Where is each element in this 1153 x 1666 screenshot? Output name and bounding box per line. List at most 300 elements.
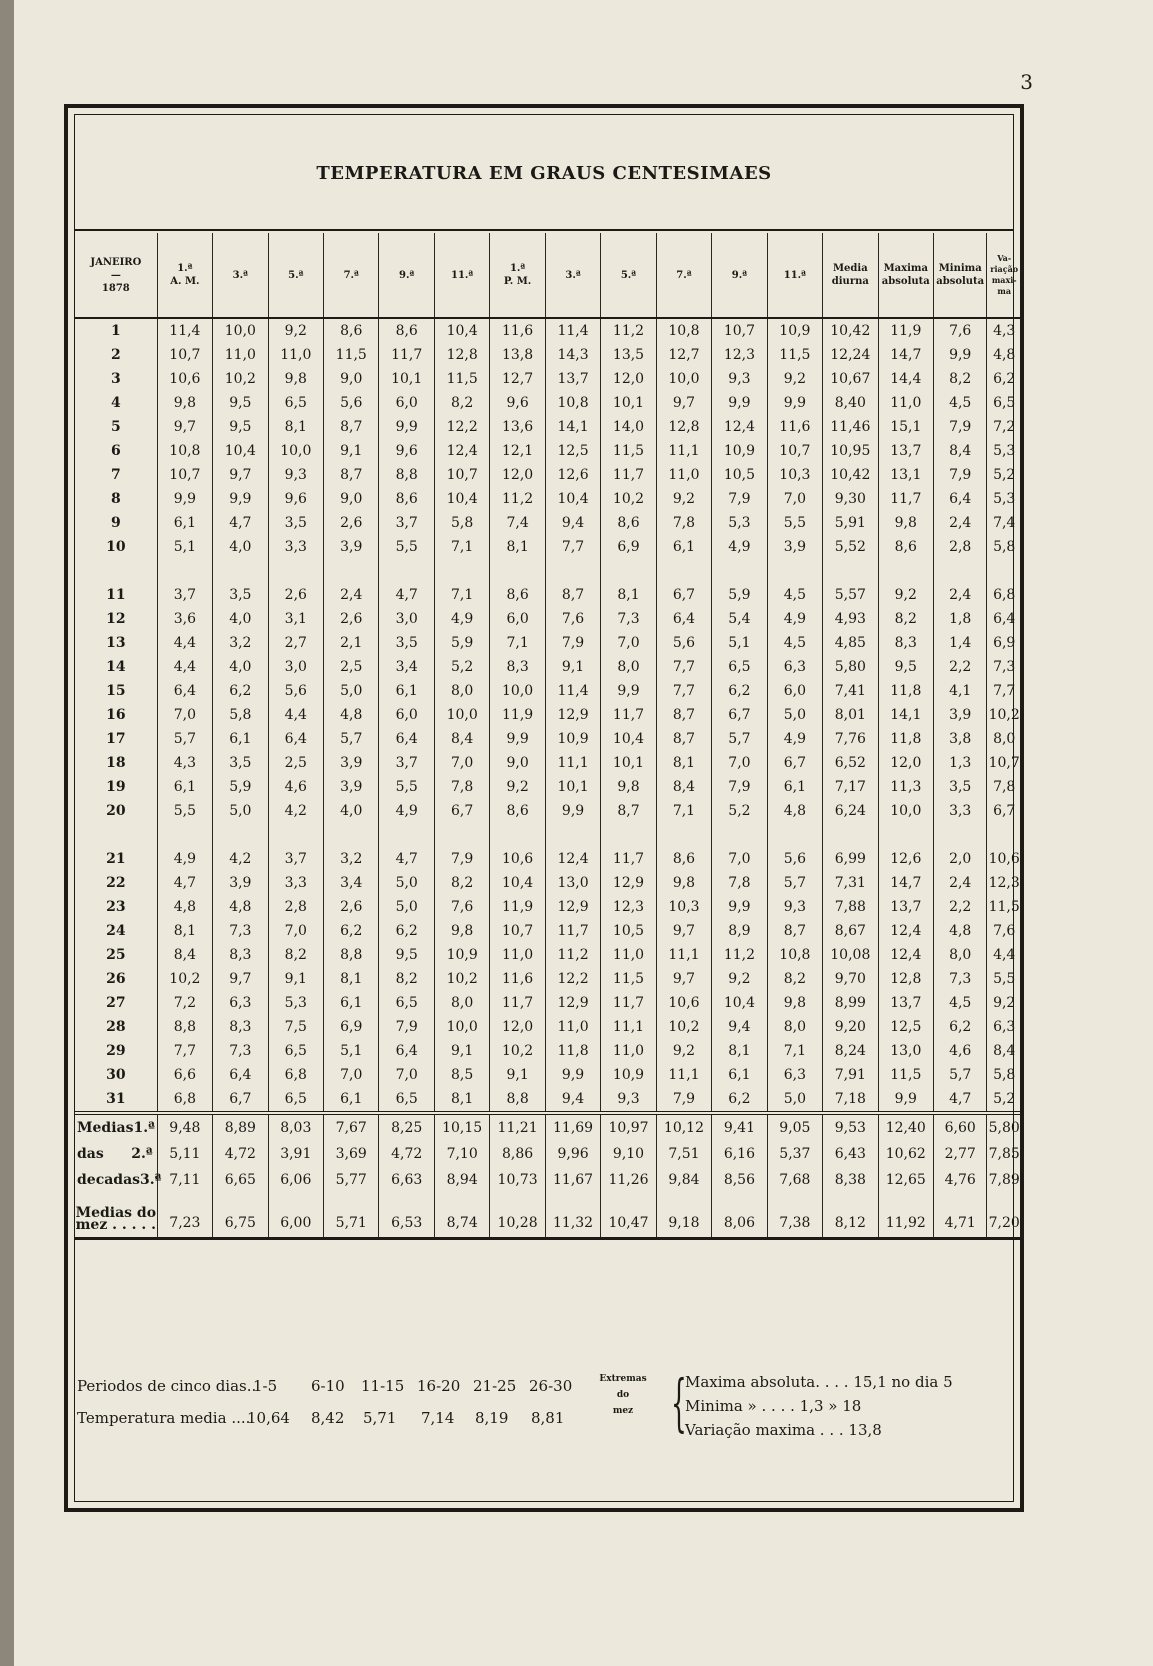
month-mean-cell: 7,20 — [987, 1193, 1021, 1239]
temperature-cell: 13,0 — [878, 1039, 933, 1063]
temperature-cell: 10,7 — [157, 343, 212, 367]
temperature-cell: 3,9 — [324, 751, 379, 775]
extremas-line: Extremas — [599, 1374, 647, 1384]
min-absolute-line: Minima » . . . . 1,3 » 18 — [685, 1397, 862, 1415]
temperature-cell: 6,5 — [379, 1087, 434, 1113]
temperature-cell: 9,6 — [268, 487, 323, 511]
empty-cell — [656, 559, 711, 583]
temperature-cell: 8,1 — [656, 751, 711, 775]
temperature-cell: 11,9 — [878, 318, 933, 343]
decad-mean-cell: 6,43 — [823, 1141, 878, 1167]
temperature-cell: 4,6 — [268, 775, 323, 799]
table-row — [75, 703, 1021, 727]
temperature-cell: 6,0 — [379, 703, 434, 727]
temperature-cell: 2,0 — [934, 847, 987, 871]
temperature-cell: 12,8 — [434, 343, 489, 367]
table-row — [75, 631, 1021, 655]
temperature-cell: 8,8 — [490, 1087, 545, 1113]
temperature-cell: 8,7 — [601, 799, 656, 823]
temperature-cell: 7,3 — [987, 655, 1021, 679]
temperature-cell: 9,30 — [823, 487, 878, 511]
month-mean-cell: 8,74 — [434, 1193, 489, 1239]
decad-mean-cell: 9,84 — [656, 1167, 711, 1193]
temperature-cell: 9,8 — [767, 991, 822, 1015]
decad-mean-cell: 11,69 — [545, 1113, 600, 1141]
temperature-cell: 5,5 — [379, 535, 434, 559]
temperature-cell: 12,3 — [987, 871, 1021, 895]
temperature-cell: 4,5 — [934, 991, 987, 1015]
temperature-cell: 11,1 — [601, 1015, 656, 1039]
temperature-cell: 4,85 — [823, 631, 878, 655]
temperature-cell: 6,3 — [987, 1015, 1021, 1039]
temperature-cell: 10,0 — [490, 679, 545, 703]
decad-mean-cell: 3,91 — [268, 1141, 323, 1167]
temperature-cell: 10,0 — [434, 703, 489, 727]
empty-cell — [934, 823, 987, 847]
temperature-cell: 5,57 — [823, 583, 878, 607]
temperature-cell: 9,2 — [712, 967, 767, 991]
temperature-cell: 4,3 — [987, 318, 1021, 343]
temp-cell: 10,64 — [247, 1409, 290, 1427]
temperature-cell: 10,2 — [157, 967, 212, 991]
temperature-cell: 8,6 — [656, 847, 711, 871]
temperature-cell: 5,0 — [379, 871, 434, 895]
temperature-cell: 9,9 — [545, 799, 600, 823]
month-mean-cell: 8,12 — [823, 1193, 878, 1239]
temperature-cell: 11,1 — [656, 943, 711, 967]
inner-frame — [74, 114, 1020, 1502]
temperature-cell: 6,9 — [601, 535, 656, 559]
footer-summary — [75, 1343, 1021, 1493]
temperature-cell: 10,9 — [545, 727, 600, 751]
hour-header-1pm — [490, 233, 545, 318]
temperature-cell: 8,4 — [656, 775, 711, 799]
temperature-cell: 12,4 — [434, 439, 489, 463]
temperature-cell: 9,1 — [490, 1063, 545, 1087]
temperature-cell: 10,4 — [434, 318, 489, 343]
temperature-cell: 3,8 — [934, 727, 987, 751]
temperature-cell: 11,0 — [268, 343, 323, 367]
extremas-label — [587, 1371, 659, 1419]
temperature-cell: 5,9 — [434, 631, 489, 655]
day-number: 27 — [106, 995, 126, 1011]
decad-mean-row — [75, 1141, 1021, 1167]
temperature-cell: 11,0 — [213, 343, 268, 367]
day-number: 31 — [106, 1091, 126, 1107]
temperature-cell: 5,5 — [379, 775, 434, 799]
decad-rows — [75, 1113, 1021, 1193]
month-label-line: mez . . . . . — [75, 1217, 157, 1233]
temperature-cell: 8,24 — [823, 1039, 878, 1063]
temperature-cell: 6,9 — [987, 631, 1021, 655]
decad-mean-cell: 3,69 — [324, 1141, 379, 1167]
temperature-cell: 7,7 — [987, 679, 1021, 703]
temperature-cell: 10,2 — [987, 703, 1021, 727]
table-header-row — [75, 233, 1021, 318]
temperature-cell: 4,5 — [934, 391, 987, 415]
temperature-cell: 9,6 — [379, 439, 434, 463]
temperature-cell: 9,3 — [712, 367, 767, 391]
temperature-cell: 4,9 — [157, 847, 212, 871]
temperature-cell: 9,9 — [379, 415, 434, 439]
table-row — [75, 1063, 1021, 1087]
temperature-cell: 8,4 — [157, 943, 212, 967]
period-cell: 26-30 — [529, 1377, 573, 1395]
temperature-cell: 7,7 — [157, 1039, 212, 1063]
temperature-cell: 12,9 — [545, 895, 600, 919]
temperature-cell: 8,7 — [545, 583, 600, 607]
temperature-cell: 11,0 — [490, 943, 545, 967]
temperature-cell: 11,8 — [545, 1039, 600, 1063]
variacao-maxima-header — [987, 233, 1021, 318]
temperature-cell: 9,7 — [656, 919, 711, 943]
temperature-cell: 9,9 — [712, 391, 767, 415]
temperature-cell: 11,6 — [490, 318, 545, 343]
temperature-cell: 2,6 — [324, 511, 379, 535]
page-title: TEMPERATURA EM GRAUS CENTESIMAES — [316, 163, 772, 184]
temperature-cell: 7,0 — [601, 631, 656, 655]
temperature-cell: 7,0 — [157, 703, 212, 727]
temperature-cell: 12,0 — [490, 1015, 545, 1039]
temperature-cell: 6,1 — [324, 991, 379, 1015]
decad-mean-cell: 11,67 — [545, 1167, 600, 1193]
day-number: 5 — [110, 419, 121, 435]
temperature-cell: 10,4 — [490, 871, 545, 895]
temperature-cell: 11,0 — [656, 463, 711, 487]
temperature-cell: 7,8 — [712, 871, 767, 895]
temperature-cell: 9,9 — [157, 487, 212, 511]
temperature-cell: 9,1 — [545, 655, 600, 679]
temperature-cell: 7,9 — [656, 1087, 711, 1113]
empty-cell — [545, 823, 600, 847]
temperature-cell: 8,1 — [490, 535, 545, 559]
temperature-cell: 12,4 — [545, 847, 600, 871]
temperature-cell: 2,5 — [324, 655, 379, 679]
month-label: JANEIRO — [90, 256, 142, 268]
decad-mean-cell: 5,80 — [987, 1113, 1021, 1141]
temperature-cell: 10,0 — [268, 439, 323, 463]
temperature-cell: 11,6 — [767, 415, 822, 439]
title-divider — [75, 229, 1013, 231]
temperature-cell: 5,1 — [712, 631, 767, 655]
temperature-cell: 7,7 — [656, 655, 711, 679]
decad-mark: 2.ª — [131, 1146, 153, 1162]
temperature-cell: 5,0 — [767, 1087, 822, 1113]
empty-cell — [434, 823, 489, 847]
temperature-cell: 9,8 — [434, 919, 489, 943]
temperature-cell: 5,1 — [157, 535, 212, 559]
empty-cell — [213, 823, 268, 847]
temperature-cell: 8,1 — [712, 1039, 767, 1063]
temperature-cell: 4,5 — [767, 583, 822, 607]
temperature-cell: 9,5 — [213, 391, 268, 415]
temp-cell: 8,42 — [311, 1409, 345, 1427]
decad-mean-cell: 5,11 — [157, 1141, 212, 1167]
temperature-cell: 5,6 — [767, 847, 822, 871]
temperature-cell: 12,2 — [434, 415, 489, 439]
decad-label-text: das — [77, 1146, 104, 1162]
hour-label: 1.ª — [177, 263, 193, 274]
temperature-cell: 6,4 — [987, 607, 1021, 631]
temperature-cell: 4,4 — [157, 655, 212, 679]
temperature-cell: 14,4 — [878, 367, 933, 391]
temp-cell: 5,71 — [363, 1409, 397, 1427]
temperature-cell: 6,7 — [987, 799, 1021, 823]
temperature-cell: 8,0 — [434, 679, 489, 703]
decad-label-text: decadas — [77, 1172, 141, 1188]
temperature-cell: 5,8 — [213, 703, 268, 727]
temperature-cell: 10,2 — [213, 367, 268, 391]
temperature-cell: 10,6 — [157, 367, 212, 391]
temperature-cell: 7,31 — [823, 871, 878, 895]
temperature-cell: 7,3 — [213, 919, 268, 943]
temperature-cell: 7,9 — [712, 775, 767, 799]
decad-mean-cell: 7,67 — [324, 1113, 379, 1141]
day-number: 8 — [110, 491, 121, 507]
temperature-cell: 7,0 — [379, 1063, 434, 1087]
temperature-cell: 10,7 — [712, 318, 767, 343]
day-number: 30 — [106, 1067, 126, 1083]
temperature-cell: 6,2 — [934, 1015, 987, 1039]
decad-mean-cell: 8,94 — [434, 1167, 489, 1193]
day-number: 20 — [106, 803, 126, 819]
empty-cell — [490, 559, 545, 583]
temperature-cell: 9,2 — [878, 583, 933, 607]
temperature-cell: 10,7 — [157, 463, 212, 487]
variation-max-line: Variação maxima . . . 13,8 — [685, 1421, 882, 1439]
temperature-cell: 7,9 — [712, 487, 767, 511]
month-mean-cell: 7,38 — [767, 1193, 822, 1239]
temperature-cell: 5,52 — [823, 535, 878, 559]
temperature-cell: 7,0 — [712, 847, 767, 871]
table-row — [75, 415, 1021, 439]
temperature-cell: 5,5 — [157, 799, 212, 823]
decad-mean-cell: 9,48 — [157, 1113, 212, 1141]
temperature-cell: 4,0 — [213, 535, 268, 559]
decad-mean-cell: 11,21 — [490, 1113, 545, 1141]
day-number: 1 — [110, 323, 121, 339]
temperature-cell: 7,7 — [656, 679, 711, 703]
temperature-cell: 9,5 — [213, 415, 268, 439]
temperature-cell: 6,3 — [767, 1063, 822, 1087]
empty-cell — [379, 823, 434, 847]
temperature-cell: 2,5 — [268, 751, 323, 775]
table-row — [75, 751, 1021, 775]
temperature-cell: 6,5 — [268, 391, 323, 415]
temperature-cell: 9,1 — [324, 439, 379, 463]
temperature-cell: 5,2 — [987, 463, 1021, 487]
temperature-cell: 10,4 — [545, 487, 600, 511]
decad-mean-cell: 2,77 — [934, 1141, 987, 1167]
temperature-cell: 11,8 — [878, 727, 933, 751]
temperature-cell: 3,7 — [268, 847, 323, 871]
header-line: ma — [997, 286, 1012, 296]
temperature-cell: 6,1 — [157, 775, 212, 799]
temperature-cell: 8,2 — [268, 943, 323, 967]
month-mean-cell: 5,71 — [324, 1193, 379, 1239]
temperature-cell: 11,1 — [545, 751, 600, 775]
temperature-cell: 14,1 — [545, 415, 600, 439]
day-number: 11 — [106, 587, 126, 603]
temp-cell: 8,19 — [475, 1409, 509, 1427]
empty-cell — [324, 823, 379, 847]
period-cell: 16-20 — [417, 1377, 461, 1395]
temperature-cell: 10,1 — [545, 775, 600, 799]
empty-cell — [379, 559, 434, 583]
table-row — [75, 799, 1021, 823]
table-row — [75, 535, 1021, 559]
temperature-cell: 10,2 — [490, 1039, 545, 1063]
temperature-cell: 10,9 — [712, 439, 767, 463]
temperature-cell: 2,4 — [934, 871, 987, 895]
temperature-cell: 8,01 — [823, 703, 878, 727]
temperature-cell: 10,9 — [434, 943, 489, 967]
temperature-cell: 3,2 — [213, 631, 268, 655]
temperature-cell: 3,7 — [379, 511, 434, 535]
pm-label: P. M. — [503, 276, 532, 287]
decad-mean-cell: 9,05 — [767, 1113, 822, 1141]
day-number: 16 — [106, 707, 126, 723]
temperature-cell: 7,9 — [934, 415, 987, 439]
temperature-cell: 9,1 — [268, 967, 323, 991]
empty-cell — [712, 559, 767, 583]
table-row — [75, 871, 1021, 895]
temperature-cell: 9,0 — [324, 367, 379, 391]
temperature-cell: 12,2 — [545, 967, 600, 991]
temperature-cell: 3,9 — [767, 535, 822, 559]
temperature-cell: 11,5 — [878, 1063, 933, 1087]
temperature-cell: 4,7 — [379, 847, 434, 871]
empty-cell — [987, 559, 1021, 583]
table-row — [75, 775, 1021, 799]
temperature-cell: 7,9 — [934, 463, 987, 487]
temperature-cell: 9,9 — [712, 895, 767, 919]
temperature-cell: 6,8 — [268, 1063, 323, 1087]
temperature-cell: 13,0 — [545, 871, 600, 895]
temperature-cell: 6,1 — [656, 535, 711, 559]
decad-mean-cell: 7,11 — [157, 1167, 212, 1193]
temp-cell: 8,81 — [531, 1409, 565, 1427]
day-number: 17 — [106, 731, 126, 747]
temperature-cell: 5,4 — [712, 607, 767, 631]
temperature-cell: 6,3 — [767, 655, 822, 679]
empty-cell — [157, 559, 212, 583]
decad-mean-cell: 5,77 — [324, 1167, 379, 1193]
temperature-cell: 6,1 — [712, 1063, 767, 1087]
temperature-cell: 13,8 — [490, 343, 545, 367]
table-row — [75, 1015, 1021, 1039]
temperature-cell: 11,7 — [601, 991, 656, 1015]
temperature-cell: 9,2 — [490, 775, 545, 799]
am-label: A. M. — [170, 276, 200, 287]
temperature-cell: 12,3 — [601, 895, 656, 919]
temperature-cell: 4,4 — [157, 631, 212, 655]
table-row — [75, 463, 1021, 487]
temperature-cell: 6,2 — [987, 367, 1021, 391]
temperature-cell: 6,3 — [213, 991, 268, 1015]
temperature-cell: 4,8 — [934, 919, 987, 943]
temperature-cell: 12,24 — [823, 343, 878, 367]
decad-mean-cell: 8,38 — [823, 1167, 878, 1193]
temperature-cell: 6,4 — [268, 727, 323, 751]
table-row — [75, 895, 1021, 919]
temperature-cell: 7,1 — [656, 799, 711, 823]
hour-header: 11.ª — [767, 233, 822, 318]
month-mean-cell: 8,06 — [712, 1193, 767, 1239]
temperature-cell: 14,3 — [545, 343, 600, 367]
temperature-cell: 7,1 — [434, 583, 489, 607]
temperature-cell: 12,7 — [656, 343, 711, 367]
temperature-cell: 8,3 — [490, 655, 545, 679]
temperature-cell: 5,6 — [324, 391, 379, 415]
temperature-cell: 11,7 — [379, 343, 434, 367]
temperature-cell: 4,7 — [379, 583, 434, 607]
temperature-cell: 5,8 — [987, 535, 1021, 559]
temperature-cell: 7,9 — [379, 1015, 434, 1039]
temperature-cell: 3,0 — [268, 655, 323, 679]
temperature-cell: 5,7 — [767, 871, 822, 895]
decad-mean-cell: 7,85 — [987, 1141, 1021, 1167]
temperature-cell: 7,7 — [545, 535, 600, 559]
temperature-cell: 3,5 — [934, 775, 987, 799]
temperature-cell: 10,1 — [601, 751, 656, 775]
period-cell: 6-10 — [311, 1377, 345, 1395]
temperature-cell: 4,7 — [213, 511, 268, 535]
empty-cell — [767, 823, 822, 847]
temp-label: Temperatura media .... — [77, 1409, 251, 1427]
temperature-cell: 12,7 — [490, 367, 545, 391]
temperature-cell: 8,6 — [379, 487, 434, 511]
temperature-cell: 6,1 — [213, 727, 268, 751]
temperature-cell: 8,2 — [434, 871, 489, 895]
temperature-cell: 10,67 — [823, 367, 878, 391]
hour-label: 1.ª — [509, 263, 526, 274]
temperature-cell: 11,7 — [490, 991, 545, 1015]
temperature-cell: 11,3 — [878, 775, 933, 799]
temperature-cell: 3,5 — [379, 631, 434, 655]
temperature-cell: 10,08 — [823, 943, 878, 967]
empty-cell — [601, 823, 656, 847]
temperature-cell: 7,1 — [767, 1039, 822, 1063]
decad-mean-cell: 6,63 — [379, 1167, 434, 1193]
temperature-cell: 11,7 — [545, 919, 600, 943]
decad-mean-row — [75, 1167, 1021, 1193]
temperature-cell: 8,7 — [324, 415, 379, 439]
temperature-cell: 4,8 — [767, 799, 822, 823]
temperature-cell: 2,8 — [268, 895, 323, 919]
temperature-cell: 13,6 — [490, 415, 545, 439]
temperature-cell: 7,6 — [434, 895, 489, 919]
period-cell: 21-25 — [473, 1377, 517, 1395]
temperature-cell: 6,1 — [157, 511, 212, 535]
temperature-cell: 6,4 — [656, 607, 711, 631]
temperature-cell: 13,5 — [601, 343, 656, 367]
temperature-cell: 9,7 — [656, 967, 711, 991]
temperature-cell: 12,6 — [545, 463, 600, 487]
temperature-cell: 5,3 — [712, 511, 767, 535]
temperature-cell: 3,5 — [213, 751, 268, 775]
temperature-cell: 6,7 — [767, 751, 822, 775]
decad-mean-cell: 7,68 — [767, 1167, 822, 1193]
temperature-cell: 8,7 — [324, 463, 379, 487]
temperature-cell: 4,2 — [213, 847, 268, 871]
temperature-cell: 6,4 — [213, 1063, 268, 1087]
temperature-cell: 8,8 — [324, 943, 379, 967]
temperature-cell: 10,0 — [213, 318, 268, 343]
temperature-cell: 7,17 — [823, 775, 878, 799]
temperature-cell: 1,8 — [934, 607, 987, 631]
temperature-cell: 8,1 — [268, 415, 323, 439]
